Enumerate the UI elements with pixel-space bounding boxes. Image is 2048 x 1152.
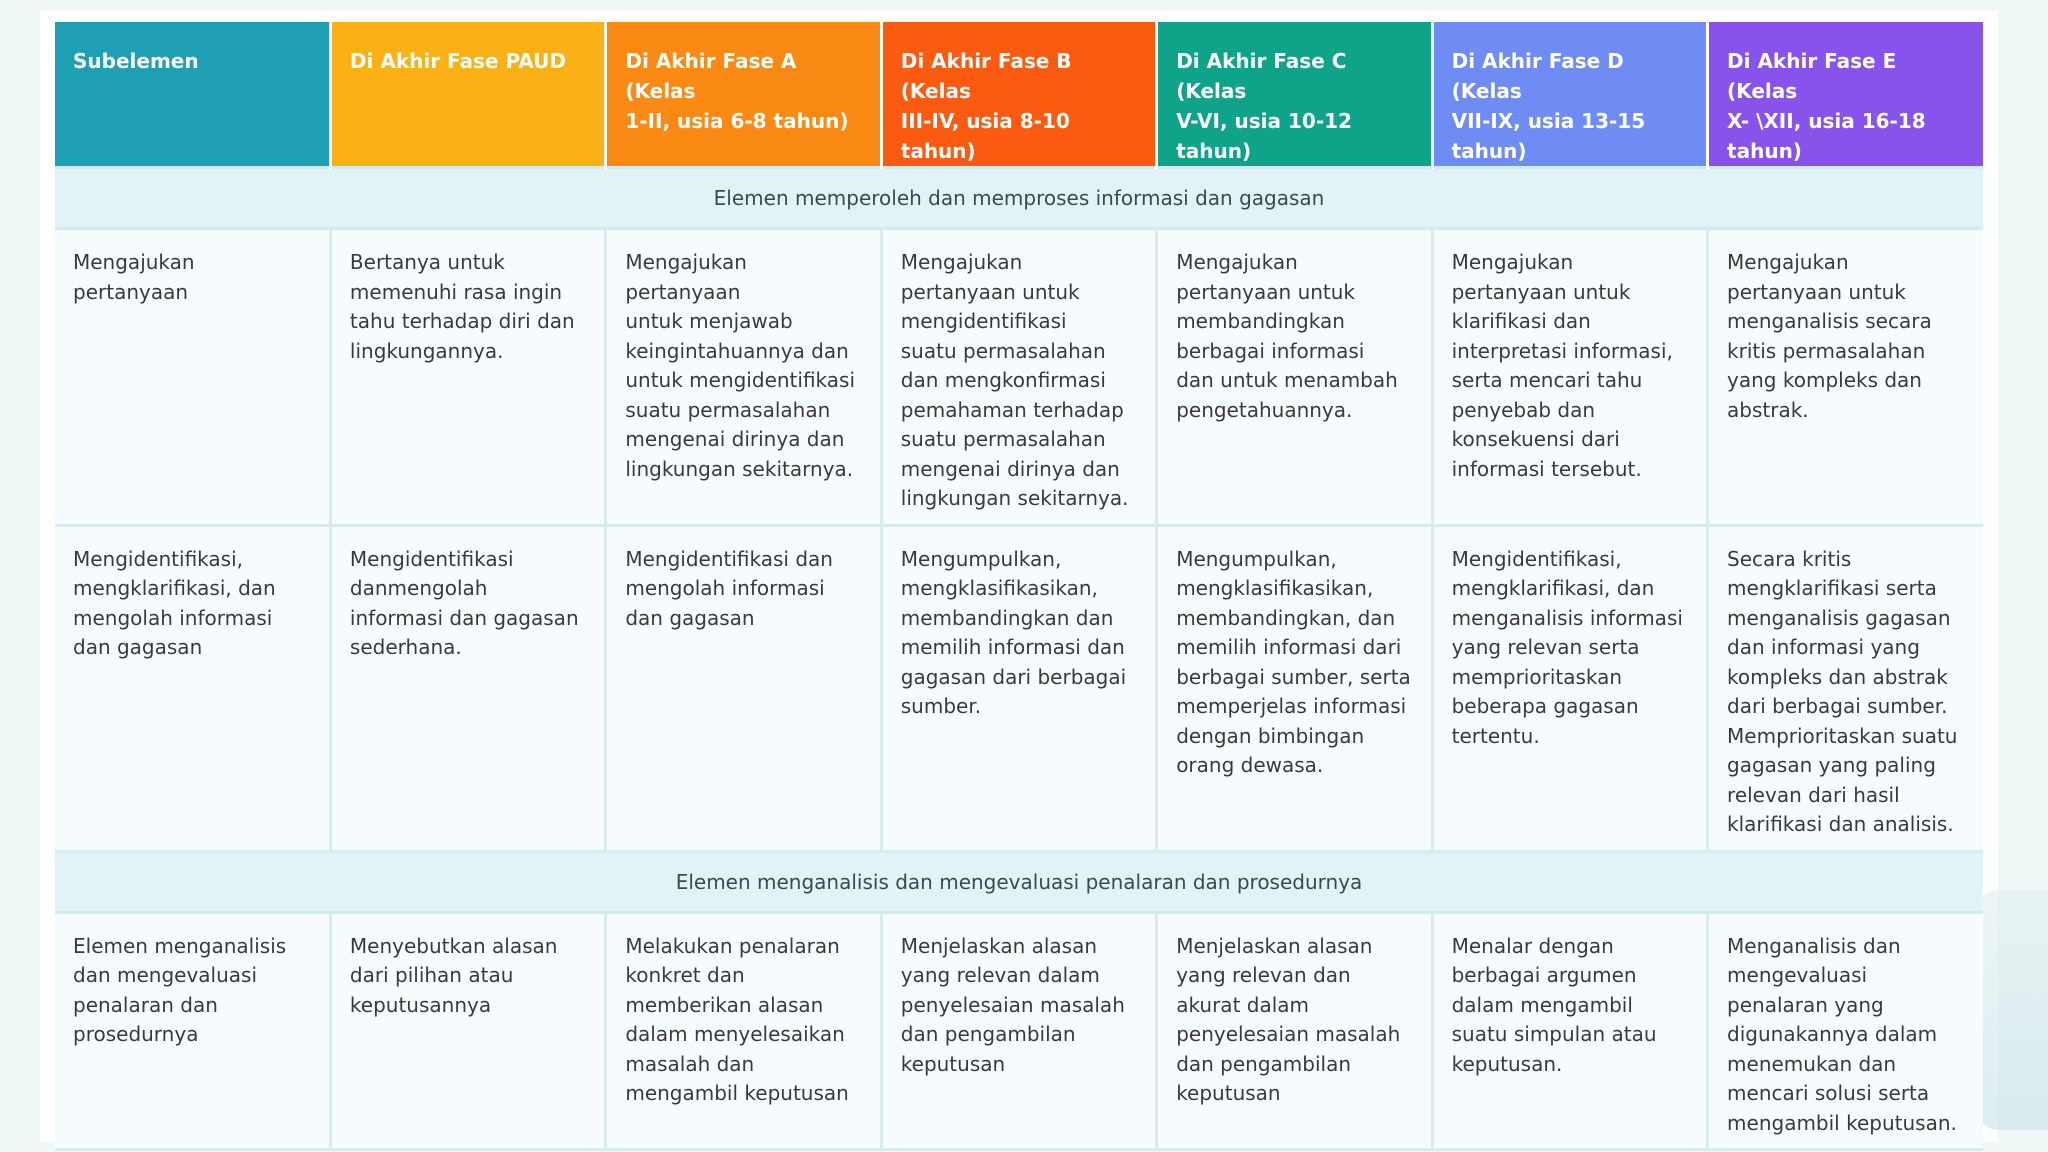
table-cell: Menyebutkan alasan dari pilihan atau keputusannya [330,912,605,1150]
section-row [55,168,1983,229]
table-cell: Mengajukan pertanyaan untuk membandingkan berbagai informasi dan untuk menambah pengetahuannya. [1157,229,1432,526]
header-label: Di Akhir Fase PAUD [349,49,566,73]
header-fase-d [1432,22,1707,168]
table-cell: Mengajukan pertanyaan untuk menjawab keingintahuannya dan untuk mengidentifikasi suatu permasalahan mengenai dirinya dan lingkungan sekitarnya. [606,229,881,526]
table-row [55,912,1983,1150]
header-label: Subelemen [73,49,199,73]
table-row [55,525,1983,851]
table-cell: Elemen menganalisis dan mengevaluasi penalaran dan prosedurnya [55,912,330,1150]
table-cell: Mengumpulkan, mengklasifikasikan, membandingkan dan memilih informasi dan gagasan dari berbagai sumber. [881,525,1156,851]
table-cell: Mengajukan pertanyaan [55,229,330,526]
table-cell: Menjelaskan alasan yang relevan dalam penyelesaian masalah dan pengambilan keputusan [881,912,1156,1150]
table-cell: Menganalisis dan mengevaluasi penalaran yang digunakannya dalam menemukan dan mencari solusi serta mengambil keputusan. [1708,912,1983,1150]
header-fase-c [1157,22,1432,168]
header-fase-paud [330,22,605,168]
table-cell: Mengajukan pertanyaan untuk mengidentifikasi suatu permasalahan dan mengkonfirmasi pemahaman terhadap suatu permasalahan mengenai dirinya dan lingkungan sekitarnya. [881,229,1156,526]
table-cell: Mengidentifikasi, mengklarifikasi, dan mengolah informasi dan gagasan [55,525,330,851]
header-label: Di Akhir Fase B (Kelas III-IV, usia 8-10 tahun) [900,49,1072,163]
table-cell: Menalar dengan berbagai argumen dalam mengambil suatu simpulan atau keputusan. [1432,912,1707,1150]
section-row [55,851,1983,912]
table-cell: Mengajukan pertanyaan untuk menganalisis secara kritis permasalahan yang kompleks dan abstrak. [1708,229,1983,526]
section-title: Elemen menganalisis dan mengevaluasi penalaran dan prosedurnya [55,851,1983,912]
table-cell: Mengumpulkan, mengklasifikasikan, membandingkan, dan memilih informasi dari berbagai sumber, serta memperjelas informasi dengan bimbingan orang dewasa. [1157,525,1432,851]
table-cell: Mengajukan pertanyaan untuk klarifikasi dan interpretasi informasi, serta mencari tahu penyebab dan konsekuensi dari informasi tersebut. [1432,229,1707,526]
header-fase-a [606,22,881,168]
table-header [55,22,1983,168]
header-label: Di Akhir Fase D (Kelas VII-IX, usia 13-15 tahun) [1451,49,1646,163]
header-fase-e [1708,22,1983,168]
header-label: Di Akhir Fase C (Kelas V-VI, usia 10-12 tahun) [1176,49,1352,163]
header-label: Di Akhir Fase A (Kelas 1-II, usia 6-8 tahun) [625,49,849,133]
decorative-shape [1978,890,2048,1130]
competency-table [55,22,1983,1151]
section-title: Elemen memperoleh dan memproses informasi dan gagasan [55,168,1983,229]
table-row [55,229,1983,526]
table-cell: Mengidentifikasi dan mengolah informasi dan gagasan [606,525,881,851]
table-cell: Mengidentifikasi danmengolah informasi dan gagasan sederhana. [330,525,605,851]
header-row [55,22,1983,168]
header-subelemen [55,22,330,168]
table-cell: Menjelaskan alasan yang relevan dan akurat dalam penyelesaian masalah dan pengambilan keputusan [1157,912,1432,1150]
table-cell: Melakukan penalaran konkret dan memberikan alasan dalam menyelesaikan masalah dan mengambil keputusan [606,912,881,1150]
header-fase-b [881,22,1156,168]
header-label: Di Akhir Fase E (Kelas X- \XII, usia 16-18 tahun) [1727,49,1926,163]
table-body [55,168,1983,1150]
table-cell: Mengidentifikasi, mengklarifikasi, dan menganalisis informasi yang relevan serta memprioritaskan beberapa gagasan tertentu. [1432,525,1707,851]
table-cell: Bertanya untuk memenuhi rasa ingin tahu terhadap diri dan lingkungannya. [330,229,605,526]
table-cell: Secara kritis mengklarifikasi serta menganalisis gagasan dan informasi yang kompleks dan abstrak dari berbagai sumber. Memprioritaskan suatu gagasan yang paling relevan dari hasil klarifikasi dan analisis. [1708,525,1983,851]
